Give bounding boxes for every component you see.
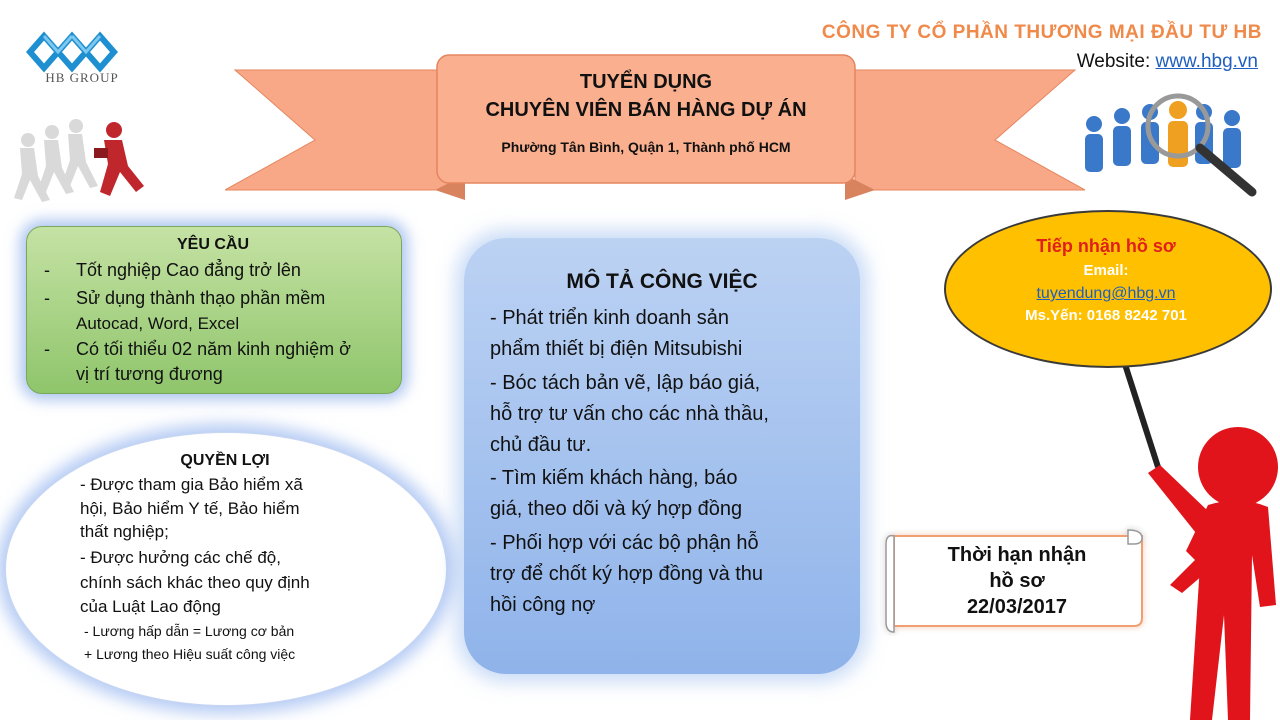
contact-email-label: Email: [1083, 262, 1129, 279]
contact-title: Tiếp nhận hồ sơ [1036, 236, 1176, 256]
benefit-line: của Luật Lao động [80, 597, 221, 616]
requirement-text-cont: vị trí tương đương [76, 364, 223, 384]
deadline-label-cont: hồ sơ [989, 570, 1045, 592]
bullet-dash: - [44, 288, 50, 308]
benefits-title: QUYỀN LỢI [180, 452, 270, 469]
logo-text: HB GROUP [45, 70, 119, 85]
job-description-title: MÔ TẢ CÔNG VIỆC [566, 270, 758, 293]
requirement-text: Sử dụng thành thạo phần mềm [76, 288, 326, 308]
requirement-item [44, 286, 394, 336]
company-name: CÔNG TY CỔ PHẦN THƯƠNG MẠI ĐẦU TƯ HB [821, 22, 1262, 43]
website-label: Website: [1076, 51, 1151, 72]
contact-email-link[interactable]: tuyendung@hbg.vn [1036, 285, 1176, 302]
contact-phone: Ms.Yến: 0168 8242 701 [1025, 307, 1187, 324]
job-line: - Phát triển kinh doanh sản [490, 307, 730, 329]
job-line: trợ để chốt ký hợp đồng và thu [490, 563, 764, 585]
requirement-text-cont: Autocad, Word, Excel [76, 314, 240, 333]
website-link[interactable]: www.hbg.vn [1155, 51, 1258, 72]
benefit-line: - Được hưởng các chế độ, [80, 548, 281, 567]
job-line: hồi công nợ [490, 594, 596, 616]
requirement-text: Tốt nghiệp Cao đẳng trở lên [76, 260, 301, 280]
requirement-item [44, 337, 394, 387]
banner-title-line2: CHUYÊN VIÊN BÁN HÀNG DỰ ÁN [485, 99, 807, 121]
requirement-item [44, 258, 394, 283]
bullet-dash: - [44, 339, 50, 359]
benefit-line: chính sách khác theo quy định [80, 573, 310, 592]
job-line: phẩm thiết bị điện Mitsubishi [490, 338, 743, 360]
people-search-illustration [1074, 86, 1274, 200]
banner-title-line1: TUYỂN DỤNG [579, 71, 713, 93]
requirement-text: Có tối thiểu 02 năm kinh nghiệm ở [76, 339, 351, 359]
benefit-line: - Được tham gia Bảo hiểm xã [80, 475, 303, 494]
job-line: - Phối hợp với các bộ phận hỗ [490, 532, 759, 554]
requirements-title: YÊU CẦU [176, 236, 249, 253]
job-line: - Bóc tách bản vẽ, lập báo giá, [490, 372, 761, 394]
benefit-line: thất nghiệp; [80, 522, 169, 541]
benefit-salary-line: + Lương theo Hiệu suất công việc [84, 646, 296, 662]
benefit-line: hội, Bảo hiểm Y tế, Bảo hiểm [80, 499, 300, 518]
job-line: giá, theo dõi và ký hợp đồng [490, 498, 743, 520]
deadline-label: Thời hạn nhận [947, 544, 1087, 566]
bullet-dash: - [44, 260, 50, 280]
deadline-date: 22/03/2017 [966, 596, 1068, 618]
job-line: hỗ trợ tư vấn cho các nhà thầu, [490, 403, 769, 425]
job-line: - Tìm kiếm khách hàng, báo [490, 467, 738, 489]
runners-illustration [10, 104, 160, 216]
banner-address: Phường Tân Bình, Quận 1, Thành phố HCM [501, 139, 791, 155]
job-line: chủ đầu tư. [490, 434, 592, 456]
website-line [1077, 51, 1258, 73]
benefit-salary-line: - Lương hấp dẫn = Lương cơ bản [84, 623, 295, 639]
